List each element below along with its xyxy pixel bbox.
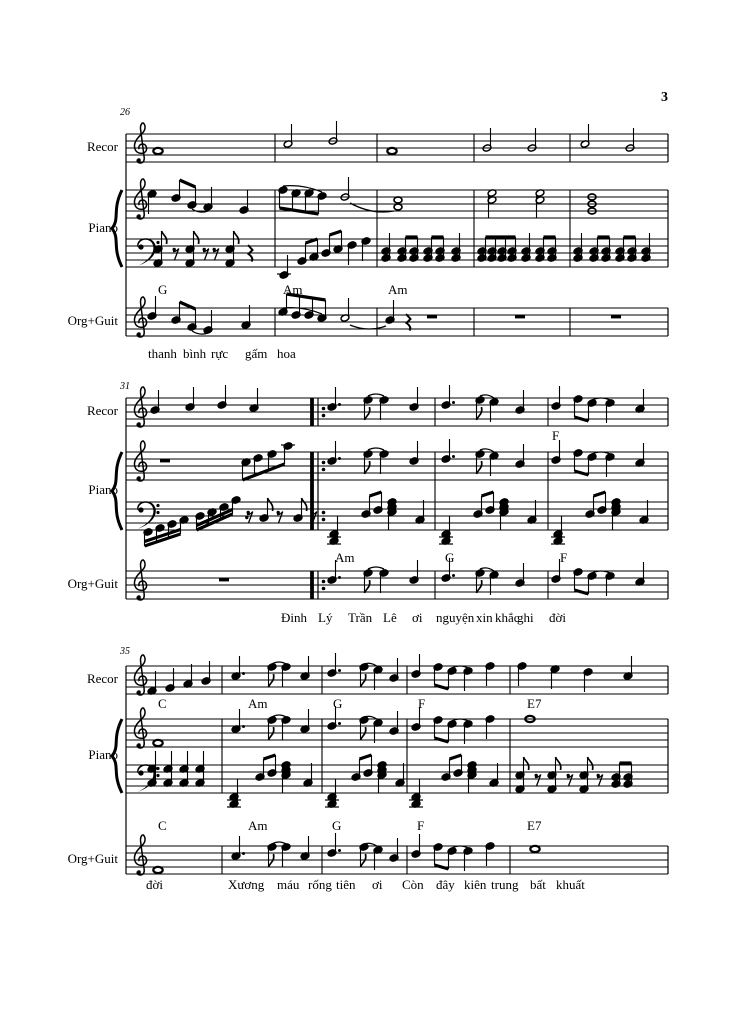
chord-symbol: E7 bbox=[527, 696, 542, 711]
lyric-syllable: thanh bbox=[148, 346, 177, 361]
chord-symbol: C bbox=[158, 818, 167, 833]
instrument-label-piano-treble-staff: Piano bbox=[88, 219, 118, 235]
lyric-syllable: Còn bbox=[402, 877, 424, 892]
lyric-syllable: nguyện bbox=[436, 610, 475, 625]
lyric-syllable: ơi bbox=[372, 877, 383, 892]
instrument-label-piano-treble-staff: Piano bbox=[88, 747, 118, 762]
page-number: 3 bbox=[661, 90, 668, 105]
lyric-syllable: hoa bbox=[277, 346, 296, 361]
lyric-syllable: máu bbox=[277, 877, 300, 892]
treble-clef-icon bbox=[135, 708, 147, 748]
lyric-syllable: khuất bbox=[556, 877, 585, 892]
lyric-syllable: rực bbox=[211, 346, 229, 361]
lyric-syllable: kiên bbox=[464, 877, 487, 892]
chord-symbol: Am bbox=[248, 818, 268, 833]
lyric-syllable: ơi bbox=[412, 610, 423, 625]
lyric-syllable: bất bbox=[530, 877, 546, 892]
chord-symbol: F bbox=[560, 550, 568, 565]
lyric-syllable: trung bbox=[491, 877, 519, 892]
lyric-syllable: khắc bbox=[495, 610, 520, 625]
lyric-syllable: đời bbox=[549, 610, 566, 625]
chord-symbol: G bbox=[158, 282, 168, 297]
lyric-syllable: đời bbox=[146, 877, 163, 892]
chord-symbol: Am bbox=[283, 282, 303, 297]
chord-symbol: F bbox=[552, 428, 560, 443]
lyric-syllable: Đinh bbox=[281, 610, 307, 625]
instrument-label-organ-guitar-staff: Org+Guit bbox=[67, 576, 118, 591]
chord-symbol: G bbox=[332, 818, 342, 833]
lyric-syllable: Lê bbox=[383, 610, 397, 625]
lyric-syllable: xin bbox=[476, 610, 493, 625]
lyric-syllable: Trần bbox=[348, 610, 373, 625]
lyric-syllable: Xương bbox=[228, 877, 265, 892]
instrument-label-recorder-staff: Recor bbox=[86, 403, 118, 418]
treble-clef-icon bbox=[135, 655, 147, 695]
measure-number: 26 bbox=[120, 107, 130, 118]
chord-symbol: G bbox=[333, 696, 343, 711]
bass-clef-icon bbox=[137, 501, 159, 529]
lyric-syllable: bình bbox=[183, 346, 207, 361]
chord-symbol: C bbox=[158, 696, 167, 711]
treble-clef-icon bbox=[135, 179, 147, 219]
lyric-syllable: ghi bbox=[517, 610, 534, 625]
measure-number: 35 bbox=[120, 646, 130, 657]
chord-symbol: Am bbox=[388, 282, 408, 297]
chord-symbol: E7 bbox=[527, 818, 542, 833]
chord-symbol: F bbox=[417, 818, 425, 833]
lyric-syllable: rống bbox=[308, 877, 332, 892]
instrument-label-organ-guitar-staff: Org+Guit bbox=[67, 313, 118, 328]
instrument-label-organ-guitar-staff: Org+Guit bbox=[67, 851, 118, 866]
treble-clef-icon bbox=[135, 297, 147, 337]
instrument-label-recorder-staff: Recor bbox=[86, 139, 118, 154]
treble-clef-icon bbox=[135, 560, 147, 600]
treble-clef-icon bbox=[135, 123, 147, 163]
chord-symbol: Am bbox=[248, 696, 268, 711]
lyric-syllable: tiên bbox=[336, 877, 356, 892]
measure-number: 31 bbox=[120, 381, 130, 392]
lyric-syllable: gấm bbox=[245, 346, 268, 361]
chord-symbol: Am bbox=[335, 550, 355, 565]
treble-clef-icon bbox=[135, 387, 147, 427]
treble-clef-icon bbox=[135, 835, 147, 875]
instrument-label-recorder-staff: Recor bbox=[86, 671, 118, 686]
treble-clef-icon bbox=[135, 441, 147, 481]
instrument-label-piano-treble-staff: Piano bbox=[88, 482, 118, 497]
lyric-syllable: Lý bbox=[318, 610, 333, 625]
lyric-syllable: đây bbox=[436, 877, 455, 892]
chord-symbol: F bbox=[418, 696, 426, 711]
chord-symbol: G bbox=[445, 550, 455, 565]
